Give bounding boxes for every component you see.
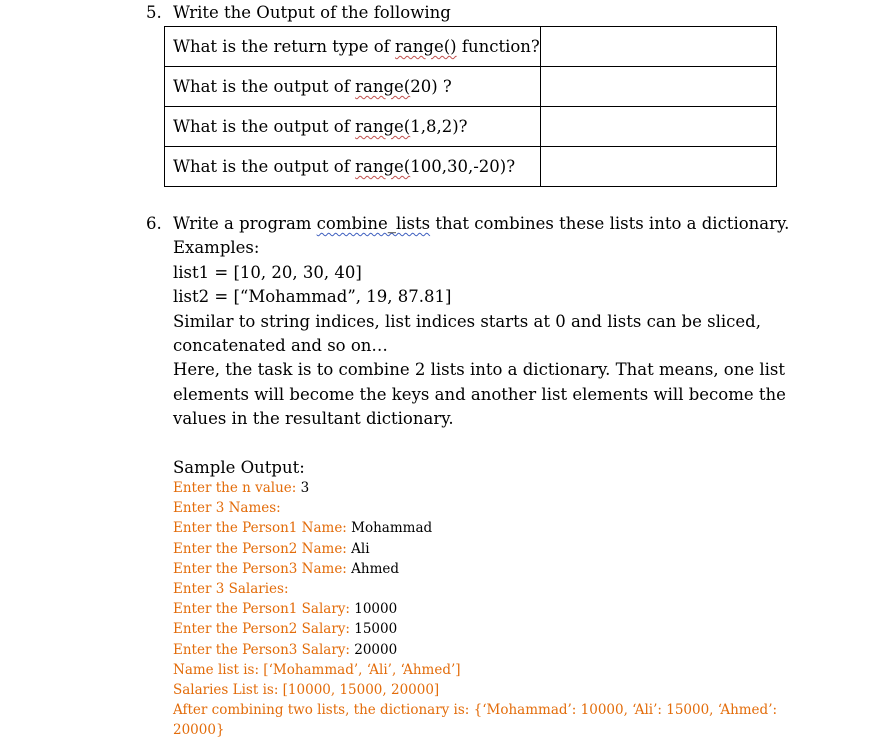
range-function-text: range()	[395, 37, 457, 56]
range-function-text: range(	[355, 157, 411, 176]
list2-example: list2 = [“Mohammad”, 19, 87.81]	[173, 287, 452, 307]
sample-output-line: Enter the n value: 3	[173, 480, 310, 496]
question-cell: What is the output of range(1,8,2)?	[165, 107, 541, 147]
list1-example: list1 = [10, 20, 30, 40]	[173, 262, 362, 282]
answer-cell[interactable]	[540, 107, 776, 147]
sample-output	[173, 478, 778, 740]
question-5-title: Write the Output of the following	[173, 3, 451, 22]
sample-output-line: Enter the Person2 Name: Ali	[173, 540, 370, 557]
sample-output-line: Name list is: [‘Mohammad’, ‘Ali’, ‘Ahmed’]	[173, 661, 461, 678]
sample-output-line: Enter 3 Names:	[173, 500, 281, 517]
answer-cell[interactable]	[540, 67, 776, 107]
examples-label: Examples:	[173, 238, 260, 258]
paragraph-line: Here, the task is to combine 2 lists into a dictionary. That means, one list	[173, 360, 786, 380]
sample-output-line: After combining two lists, the dictionary is: {‘Mohammad’: 10000, ‘Ali’: 15000, ‘Ahmed’:	[173, 702, 778, 719]
sample-output-line: Enter the Person1 Salary: 10000	[173, 601, 398, 618]
answer-cell[interactable]	[540, 147, 776, 187]
question-5-table	[164, 26, 777, 187]
table-row	[165, 27, 777, 67]
range-function-text: range(	[355, 77, 411, 96]
table-row	[165, 147, 777, 187]
sample-output-line: Enter the Person3 Name: Ahmed	[173, 560, 400, 577]
answer-cell[interactable]	[540, 27, 776, 67]
sample-output-line: 20000}	[173, 722, 225, 739]
question-cell: What is the return type of range() function?	[165, 27, 541, 67]
paragraph-line: concatenated and so on…	[173, 335, 388, 355]
paragraph-line: values in the resultant dictionary.	[173, 409, 454, 429]
paragraph-line: Similar to string indices, list indices starts at 0 and lists can be sliced,	[173, 311, 761, 331]
sample-output-line: Enter the Person2 Salary: 15000	[173, 621, 398, 638]
sample-output-line: Salaries List is: [10000, 15000, 20000]	[173, 681, 440, 698]
question-6-prompt: Write a program combine_lists that combines these lists into a dictionary.	[173, 214, 790, 233]
combine-lists-function-text: combine_lists	[316, 214, 431, 233]
table-row	[165, 107, 777, 147]
sample-output-label: Sample Output:	[173, 457, 305, 477]
sample-output-line: Enter the Person1 Name: Mohammad	[173, 520, 433, 537]
sample-output-line: Enter 3 Salaries:	[173, 580, 289, 597]
question-6-number: 6.	[146, 214, 162, 233]
question-5-number: 5.	[146, 3, 162, 22]
range-function-text: range(	[355, 117, 411, 136]
question-cell: What is the output of range(20) ?	[165, 67, 541, 107]
paragraph-line: elements will become the keys and another list elements will become the	[173, 384, 786, 404]
sample-output-line: Enter the Person3 Salary: 20000	[173, 641, 398, 658]
table-row	[165, 67, 777, 107]
question-6-body	[173, 212, 790, 480]
question-cell: What is the output of range(100,30,-20)?	[165, 147, 541, 187]
